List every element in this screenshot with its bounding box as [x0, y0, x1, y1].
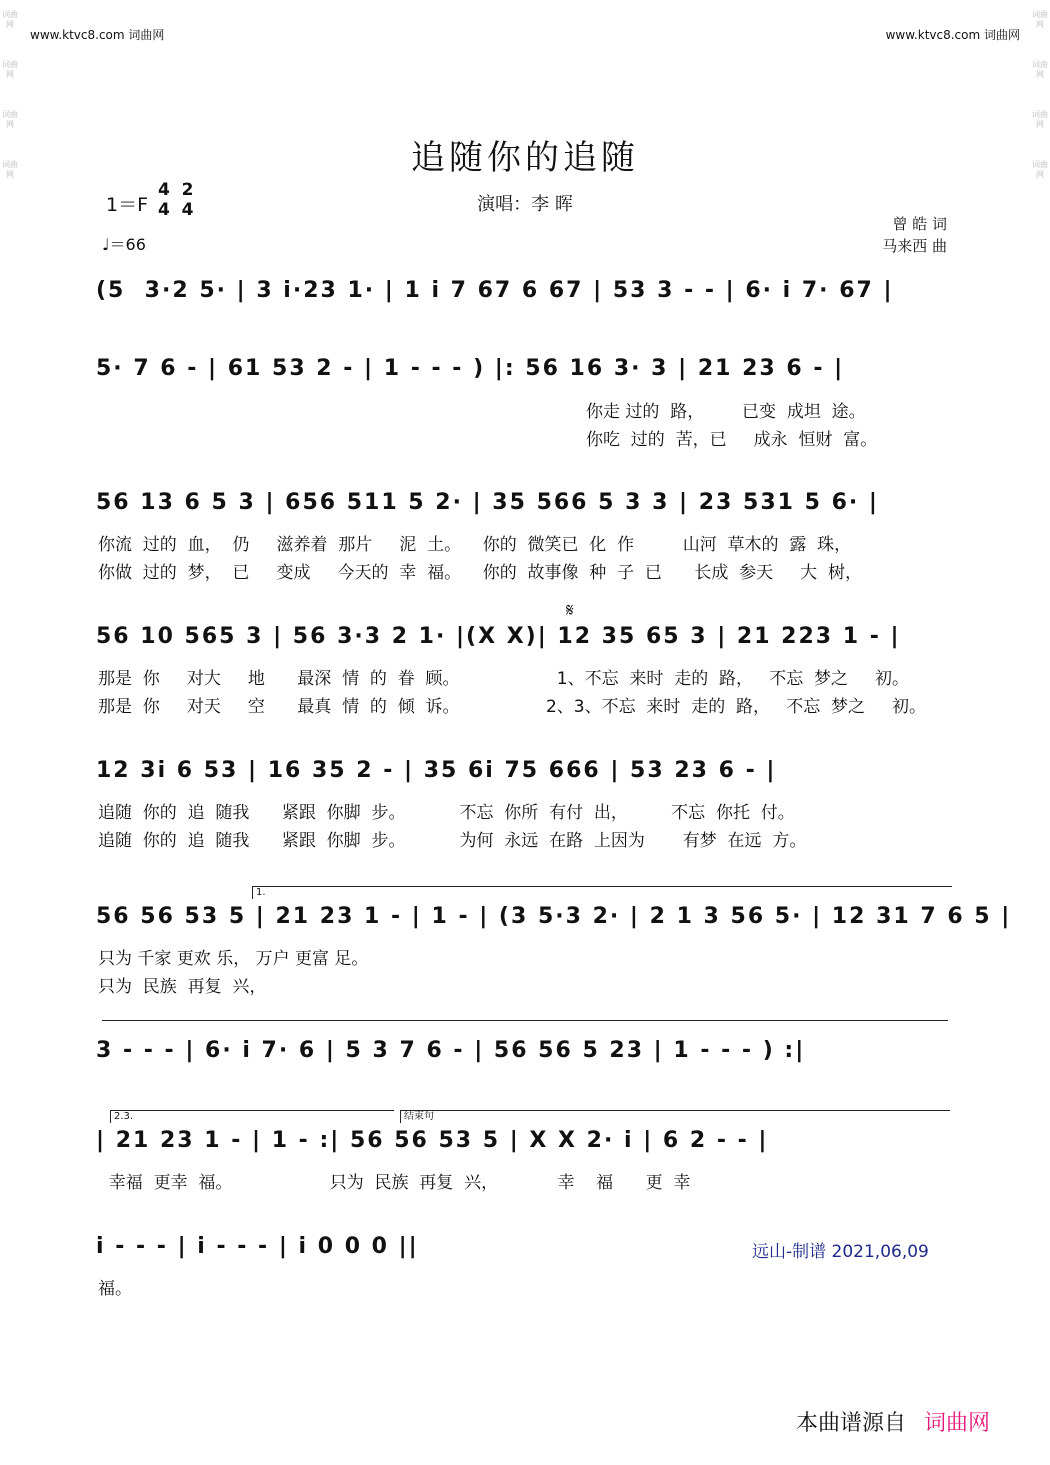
- side-stamp: 词曲网: [1032, 110, 1048, 129]
- side-watermark-right: [1032, 0, 1048, 1465]
- side-stamp: 词曲网: [1032, 60, 1048, 79]
- singer: 演唱：李 晖: [477, 194, 573, 215]
- volta-coda: 结束句: [400, 1110, 950, 1123]
- source-brand-link[interactable]: 词曲网: [924, 1411, 991, 1436]
- source-footer: [796, 1406, 990, 1437]
- lyricist: 曾 皓 词: [892, 215, 947, 233]
- score-line-1: (5 3·2 5· | 3 i·23 1· | 1 i 7 67 6 67 | 53 3 - - | 6· i 7· 67 |: [96, 278, 894, 303]
- lyric-line: 福。: [98, 1279, 132, 1299]
- lyric-line: 你走 过的 路， 已变 成坦 途。: [586, 402, 866, 422]
- score-line-2: 5· 7 6 - | 61 53 2 - | 1 - - - ) |: 56 16 3· 3 | 21 23 6 - |: [96, 356, 845, 381]
- lyric-line: 追随 你的 追 随我 紧跟 你脚 步。 不忘 你所 有付 出， 不忘 你托 付。: [98, 803, 795, 823]
- composer: 马来西 曲: [882, 237, 947, 255]
- side-stamp: 词曲网: [1032, 160, 1048, 179]
- lyric-line: 只为 千家 更欢 乐， 万户 更富 足。: [98, 949, 369, 969]
- side-stamp: 词曲网: [2, 10, 18, 29]
- lyric-line: 你做 过的 梦， 已 变成 今天的 幸 福。 你的 故事像 种 子 已 长成 参天 大 树，: [98, 563, 862, 583]
- side-stamp: 词曲网: [2, 110, 18, 129]
- lyric-line: 你流 过的 血， 仍 滋养着 那片 泥 土。 你的 微笑已 化 作 山河 草木的 露 珠，: [98, 535, 852, 555]
- tempo-marking: ♩＝66: [102, 235, 146, 254]
- time-signature: [158, 180, 194, 220]
- time-signature-denominators: 4 4: [158, 200, 194, 220]
- lyric-line: 追随 你的 追 随我 紧跟 你脚 步。 为何 永远 在路 上因为 有梦 在远 方。: [98, 831, 807, 851]
- credits-block: [882, 213, 947, 257]
- key-signature: 1＝F: [106, 194, 149, 216]
- source-label: 本曲谱源自: [796, 1411, 907, 1436]
- side-watermark-left: [2, 0, 18, 1465]
- side-stamp: 词曲网: [2, 160, 18, 179]
- side-stamp: 词曲网: [1032, 10, 1048, 29]
- watermark-right: www.ktvc8.com 词曲网: [885, 28, 1020, 42]
- song-title: 追随你的追随: [411, 138, 639, 178]
- lyric-line: 只为 民族 再复 兴，: [98, 977, 267, 997]
- lyric-line: 那是 你 对天 空 最真 情 的 倾 诉。 2、3、不忘 来时 走的 路， 不忘 梦之 初。: [98, 697, 927, 717]
- score-line-4: 56 10 565 3 | 56 3·3 2 1· |(X X)| 12 35 65 3 | 21 223 1 - |: [96, 624, 901, 649]
- volta-second-ending: 2.3.: [110, 1110, 394, 1123]
- repeat-bracket-line: [102, 1020, 948, 1021]
- score-line-5: 12 3i 6 53 | 16 35 2 - | 35 6i 75 666 | 53 23 6 - |: [96, 758, 777, 783]
- transcriber-credit: 远山-制谱 2021,06,09: [752, 1242, 929, 1262]
- segno-sign: 𝄋: [566, 600, 574, 621]
- time-signature-numerators: 4 2: [158, 180, 194, 200]
- watermark-left: www.ktvc8.com 词曲网: [30, 28, 165, 42]
- volta-first-ending: 1.: [252, 886, 952, 899]
- lyric-line: 幸福 更幸 福。 只为 民族 再复 兴， 幸 福 更 幸: [98, 1173, 691, 1193]
- lyric-line: 你吃 过的 苦，已 成永 恒财 富。: [586, 430, 878, 450]
- score-line-6: 56 56 53 5 | 21 23 1 - | 1 - | (3 5·3 2· | 2 1 3 56 5· | 12 31 7 6 5 |: [96, 904, 1012, 929]
- score-line-7: 3 - - - | 6· i 7· 6 | 5 3 7 6 - | 56 56 5 23 | 1 - - - ) :|: [96, 1038, 806, 1063]
- score-line-8: | 21 23 1 - | 1 - :| 56 56 53 5 | X X 2· i | 6 2 - - |: [96, 1128, 769, 1153]
- lyric-line: 那是 你 对大 地 最深 情 的 眷 顾。 1、不忘 来时 走的 路， 不忘 梦之 初。: [98, 669, 910, 689]
- score-line-9: i - - - | i - - - | i 0 0 0 ||: [96, 1234, 419, 1259]
- score-line-3: 56 13 6 5 3 | 656 511 5 2· | 35 566 5 3 3 | 23 531 5 6· |: [96, 490, 879, 515]
- side-stamp: 词曲网: [2, 60, 18, 79]
